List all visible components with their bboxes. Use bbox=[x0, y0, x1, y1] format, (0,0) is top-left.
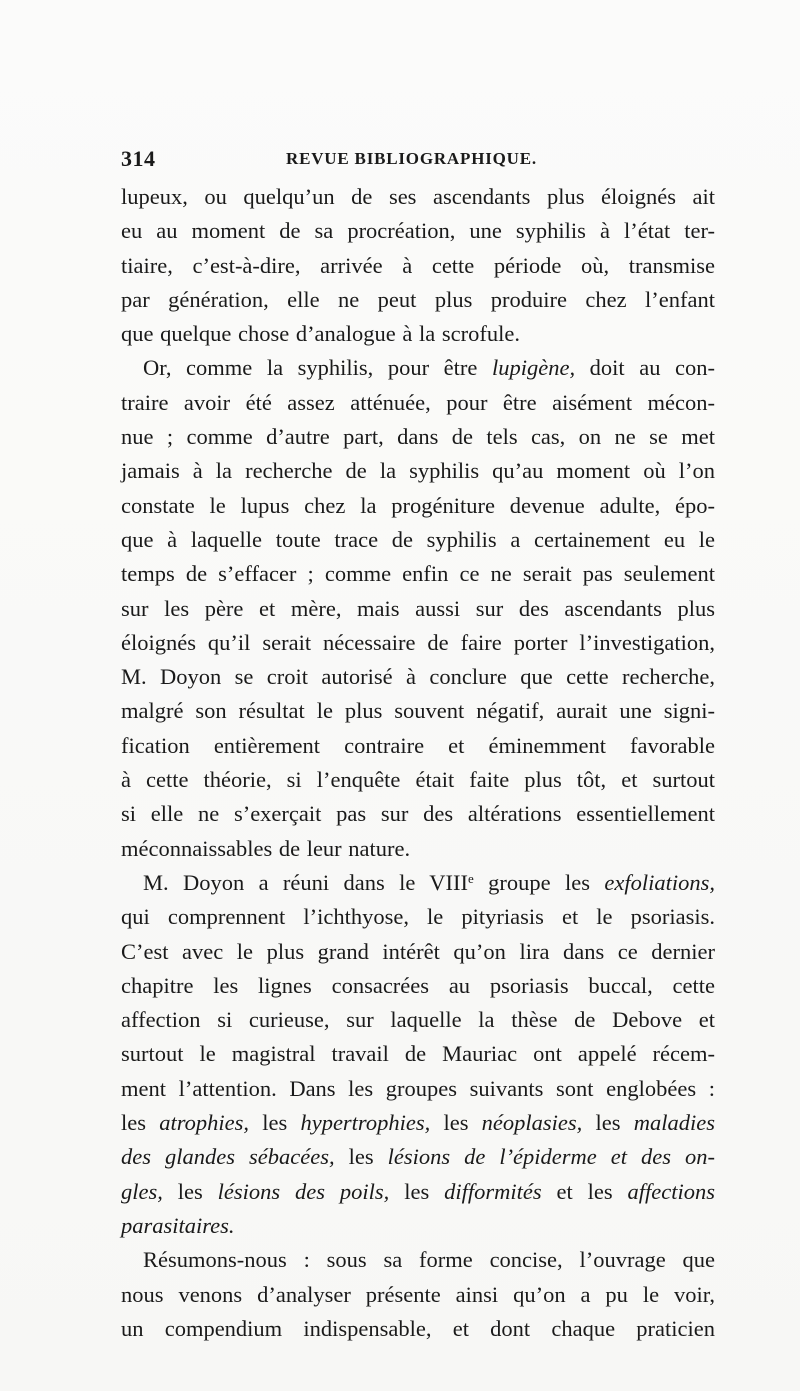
text-line: par génération, elle ne peut plus produire chez l’enfant bbox=[121, 286, 715, 312]
page-number: 314 bbox=[121, 146, 156, 171]
text-run: doit au con- bbox=[575, 355, 716, 381]
text-run: et les bbox=[541, 1178, 628, 1204]
text-line: eu au moment de sa procréation, une syphilis à l’état ter- bbox=[121, 218, 715, 244]
text-line: nue ; comme d’autre part, dans de tels cas, on ne se met bbox=[121, 424, 715, 450]
text-run: les bbox=[249, 1110, 301, 1136]
italic-term: exfoliations, bbox=[604, 869, 715, 895]
text-line: que à laquelle toute trace de syphilis a certainement eu le bbox=[121, 526, 715, 552]
text-run: M. Doyon a réuni dans le VIII bbox=[143, 869, 469, 895]
text-line bbox=[121, 1175, 715, 1209]
text-line: qui comprennent l’ichthyose, le pityriasis et le psoriasis. bbox=[121, 904, 715, 930]
italic-term: gles, bbox=[121, 1178, 163, 1204]
text-line: ment l’attention. Dans les groupes suivants sont englobées : bbox=[121, 1075, 715, 1101]
text-run: les bbox=[162, 1178, 218, 1204]
text-run: les bbox=[121, 1110, 160, 1136]
text-line: M. Doyon se croit autorisé à conclure que cette recherche, bbox=[121, 664, 715, 690]
text-line: à cette théorie, si l’enquête était faite plus tôt, et surtout bbox=[121, 767, 715, 793]
text-run: les bbox=[430, 1110, 482, 1136]
italic-term: lupigène, bbox=[491, 355, 576, 381]
italic-term: lésions des poils, bbox=[217, 1178, 390, 1204]
text-line: traire avoir été assez atténuée, pour être aisément mécon- bbox=[121, 389, 715, 415]
text-line bbox=[121, 1209, 715, 1243]
text-line bbox=[121, 351, 715, 385]
text-run: les bbox=[389, 1178, 445, 1204]
text-line: fication entièrement contraire et éminemment favorable bbox=[121, 732, 715, 758]
italic-term: lésions de l’épiderme et des on- bbox=[387, 1144, 715, 1170]
italic-term: hypertrophies, bbox=[300, 1110, 431, 1136]
text-line: sur les père et mère, mais aussi sur des ascendants plus bbox=[121, 595, 715, 621]
text-line: jamais à la recherche de la syphilis qu’au moment où l’on bbox=[121, 458, 715, 484]
text-line: Résumons-nous : sous sa forme concise, l’ouvrage que bbox=[143, 1247, 715, 1273]
superscript: e bbox=[468, 870, 474, 886]
text-line: temps de s’effacer ; comme enfin ce ne serait pas seulement bbox=[121, 561, 715, 587]
text-line: si elle ne s’exerçait pas sur des altérations essentiellement bbox=[121, 801, 715, 827]
text-line: méconnaissables de leur nature. bbox=[121, 835, 411, 861]
text-run: groupe les bbox=[473, 869, 605, 895]
text-run: les bbox=[334, 1144, 388, 1170]
text-line: constate le lupus chez la progéniture devenue adulte, épo- bbox=[121, 492, 715, 518]
text-line: chapitre les lignes consacrées au psoriasis buccal, cette bbox=[121, 972, 715, 998]
text-line: tiaire, c’est-à-dire, arrivée à cette période où, transmise bbox=[121, 252, 715, 278]
text-line: un compendium indispensable, et dont chaque praticien bbox=[121, 1315, 715, 1341]
italic-term: affections bbox=[627, 1178, 715, 1204]
italic-term: difformités bbox=[444, 1178, 542, 1204]
italic-term: parasitaires. bbox=[121, 1212, 235, 1238]
text-line: lupeux, ou quelqu’un de ses ascendants plus éloignés ait bbox=[121, 184, 715, 209]
italic-term: néoplasies, bbox=[481, 1110, 583, 1136]
italic-term: atrophies, bbox=[159, 1110, 250, 1136]
text-line bbox=[121, 1106, 715, 1140]
text-run: Or, comme la syphilis, pour être bbox=[143, 355, 492, 381]
text-line: malgré son résultat le plus souvent négatif, aurait une signi- bbox=[121, 698, 715, 724]
text-line: C’est avec le plus grand intérêt qu’on lira dans ce dernier bbox=[121, 938, 715, 964]
text-line: surtout le magistral travail de Mauriac ont appelé récem- bbox=[121, 1041, 715, 1067]
text-line: que quelque chose d’analogue à la scrofule. bbox=[121, 321, 520, 347]
text-line: éloignés qu’il serait nécessaire de faire porter l’investigation, bbox=[121, 629, 715, 655]
text-line bbox=[121, 866, 715, 900]
running-head: REVUE BIBLIOGRAPHIQUE. bbox=[286, 149, 537, 168]
italic-term: des glandes sébacées, bbox=[121, 1144, 335, 1170]
text-line bbox=[121, 1140, 715, 1174]
italic-term: maladies bbox=[633, 1110, 715, 1136]
body-text bbox=[121, 180, 715, 1346]
text-run: les bbox=[582, 1110, 634, 1136]
text-line: nous venons d’analyser présente ainsi qu’on a pu le voir, bbox=[121, 1281, 715, 1307]
page-header bbox=[121, 146, 715, 174]
text-line: affection si curieuse, sur laquelle la thèse de Debove et bbox=[121, 1007, 715, 1033]
